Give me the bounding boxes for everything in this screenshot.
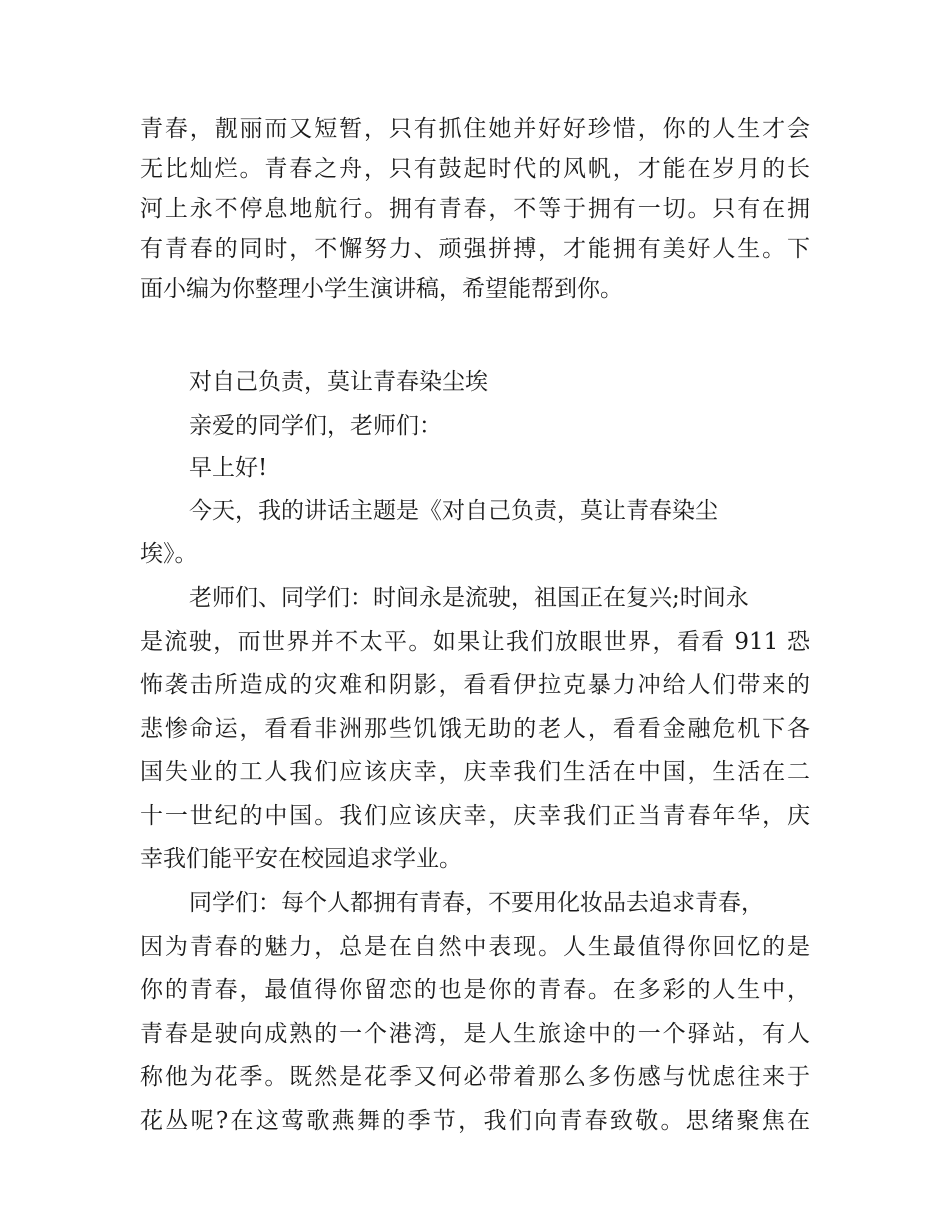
intro-line-2: 无比灿烂。青春之舟，只有鼓起时代的风帆，才能在岁月的长 [140,156,810,182]
para1-line-3: 怖袭击所造成的灾难和阴影，看看伊拉克暴力冲给人们带来的 [140,672,810,698]
speech-greeting: 早上好! [189,455,268,481]
para1-line-2: 是流驶，而世界并不太平。如果让我们放眼世界，看看 911 恐 [140,629,810,655]
intro-line-4: 有青春的同时，不懈努力、顽强拼搏，才能拥有美好人生。下 [140,236,810,262]
intro-line-1: 青春，靓丽而又短暂，只有抓住她并好好珍惜，你的人生才会 [140,116,810,142]
para1-line-4: 悲惨命运，看看非洲那些饥饿无助的老人，看看金融危机下各 [140,716,810,742]
para2-line-3: 你的青春，最值得你留恋的也是你的青春。在多彩的人生中， [140,977,810,1003]
para2-line-4: 青春是驶向成熟的一个港湾，是人生旅途中的一个驿站，有人 [140,1021,810,1047]
para2-line-2: 因为青春的魅力，总是在自然中表现。人生最值得你回忆的是 [140,934,810,960]
topic-line-1: 今天，我的讲话主题是《对自己负责，莫让青春染尘 [189,498,718,524]
topic-line-2: 埃》。 [140,541,198,567]
speech-salutation: 亲爱的同学们，老师们： [189,413,442,439]
para2-line-5: 称他为花季。既然是花季又何必带着那么多伤感与忧虑往来于 [140,1064,810,1090]
speech-title: 对自己负责，莫让青春染尘埃 [189,369,488,395]
intro-line-3: 河上永不停息地航行。拥有青春，不等于拥有一切。只有在拥 [140,196,810,222]
para1-line-7: 幸我们能平安在校园追求学业。 [140,846,462,872]
para1-line-5: 国失业的工人我们应该庆幸，庆幸我们生活在中国，生活在二 [140,759,810,785]
para1-line-1: 老师们、同学们：时间永是流驶，祖国正在复兴;时间永 [189,585,749,611]
para2-line-6: 花丛呢?在这莺歌燕舞的季节，我们向青春致敬。思绪聚焦在 [140,1108,810,1134]
para2-line-1: 同学们：每个人都拥有青春，不要用化妆品去追求青春， [189,890,764,916]
intro-line-5: 面小编为你整理小学生演讲稿，希望能帮到你。 [140,276,623,302]
para1-line-6: 十一世纪的中国。我们应该庆幸，庆幸我们正当青春年华，庆 [140,803,810,829]
